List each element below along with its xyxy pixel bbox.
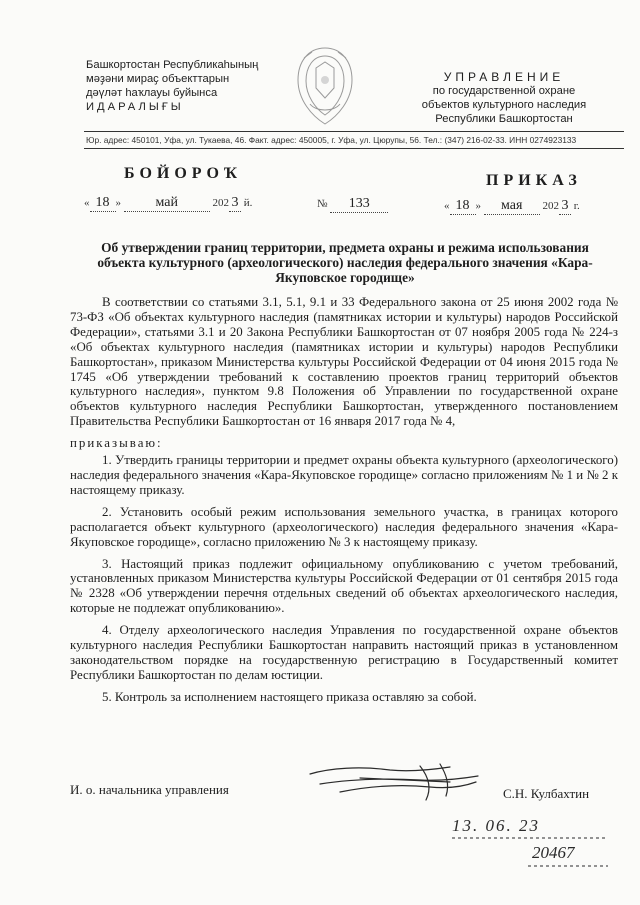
date-field-right (444, 198, 580, 215)
header-right-line: по государственной охране (432, 85, 576, 97)
order-item-2: 2. Установить особый режим использования земельного участка, в границах которого располагается объект культурного (археологического) наследия федерального значения «Кара-Якуповское городище», согласно приложению № 3 к настоящему приказу. (70, 504, 618, 549)
registration-date: 13. 06. 23 (452, 816, 540, 835)
date-field-left (84, 195, 252, 212)
order-subject: Об утверждении границ территории, предмета охраны и режима использования объекта культурного (археологического) наследия федерального значения «Кара-Якуповское городище» (97, 240, 593, 285)
date-year-digit: 3 (561, 198, 569, 213)
order-item-5: 5. Контроль за исполнением настоящего приказа оставляю за собой. (102, 689, 477, 704)
intro-paragraph: В соответствии со статьями 3.1, 5.1, 9.1 и 33 Федерального закона от 25 июня 2002 года № 73-ФЗ «Об объектах культурного наследия (памятниках истории и культуры) народов Российской Федерации», статьями 3.1 и 20 Закона Республики Башкортостан от 07 ноября 2005 года № 224-з «Об объектах культурного наследия (памятниках истории и культуры) народов Республики Башкортостан», приказом Министерства культуры Российской Федерации от 04 июня 2015 года № 1745 «Об утверждении требований к составлению проектов границ территорий объектов культурного наследия», пунктом 9.8 Положения об Управлении по государственной охране объектов культурного наследия Республики Башкортостан, утвержденного постановлением Правительства Республики Башкортостан от 16 января 2017 года № 4, (70, 295, 618, 429)
date-year-digit: 3 (231, 195, 239, 210)
header-right-block (398, 70, 610, 126)
header-left-line: Башкортостан Республикаһының (86, 59, 259, 71)
handwritten-signature (300, 752, 490, 812)
address-divider (84, 148, 624, 149)
header-right-title: УПРАВЛЕНИЕ (443, 70, 565, 84)
header-address: Юр. адрес: 450101, Уфа, ул. Тукаева, 46. Факт. адрес: 450005, г. Уфа, ул. Цюрупы, 56. Тел.: (347) 216-02-33. ИНН 0274923133 (86, 135, 577, 145)
order-item-1: 1. Утвердить границы территории и предмет охраны объекта культурного (археологического) наследия федерального значения «Кара-Якуповское городище» согласно приложениям № 1 и № 2 к настоящему приказу. (70, 453, 618, 497)
date-year-suffix: й. (243, 197, 253, 209)
order-number-field (317, 196, 388, 213)
date-year-prefix: 202 (542, 200, 559, 212)
order-title-bashkir: БОЙОРОҠ (124, 165, 243, 182)
header-right-line: объектов культурного наследия (421, 99, 587, 111)
order-number: 133 (348, 196, 370, 211)
date-day: 18 (95, 195, 110, 210)
date-month: мая (501, 198, 523, 213)
signatory-name: С.Н. Кулбахтин (503, 786, 590, 801)
date-month: май (155, 195, 178, 210)
date-quote-open: « (444, 200, 450, 212)
header-left-line: мәҙәни мираҫ объекттарын (86, 73, 230, 85)
header-divider (84, 131, 624, 132)
order-title-russian: ПРИКАЗ (486, 172, 582, 189)
order-item-3: 3. Настоящий приказ подлежит официальному опубликованию с учетом требований, установленных приказом Министерства культуры Российской Федерации от 01 сентября 2015 года № 2328 «Об утверждении перечня отдельных сведений об объектах археологического наследия, которые не подлежат опубликованию». (70, 556, 618, 616)
date-quote-open: « (84, 197, 90, 209)
order-body (70, 295, 618, 712)
date-day: 18 (455, 198, 470, 213)
signatory-position: И. о. начальника управления (70, 782, 229, 797)
number-sign: № (317, 198, 328, 210)
date-quote-close: » (115, 197, 121, 209)
order-word: приказываю: (70, 436, 163, 451)
registration-number: 20467 (532, 843, 575, 862)
date-year-prefix: 202 (212, 197, 229, 209)
coat-of-arms-emblem (286, 38, 364, 134)
date-year-suffix: г. (573, 200, 580, 212)
order-item-4: 4. Отделу археологического наследия Управления по государственной охране объектов культурного наследия Республики Башкортостан направить настоящий приказ в установленном законодательством порядке на государственную регистрацию в Государственный комитет Республики Башкортостан по делам юстиции. (70, 623, 618, 682)
header-left-line: дәүләт һаҡлауы буйынса (86, 87, 218, 99)
date-quote-close: » (475, 200, 481, 212)
header-left-line: ИДАРАЛЫҒЫ (86, 101, 184, 113)
header-right-line: Республики Башкортостан (435, 113, 573, 125)
